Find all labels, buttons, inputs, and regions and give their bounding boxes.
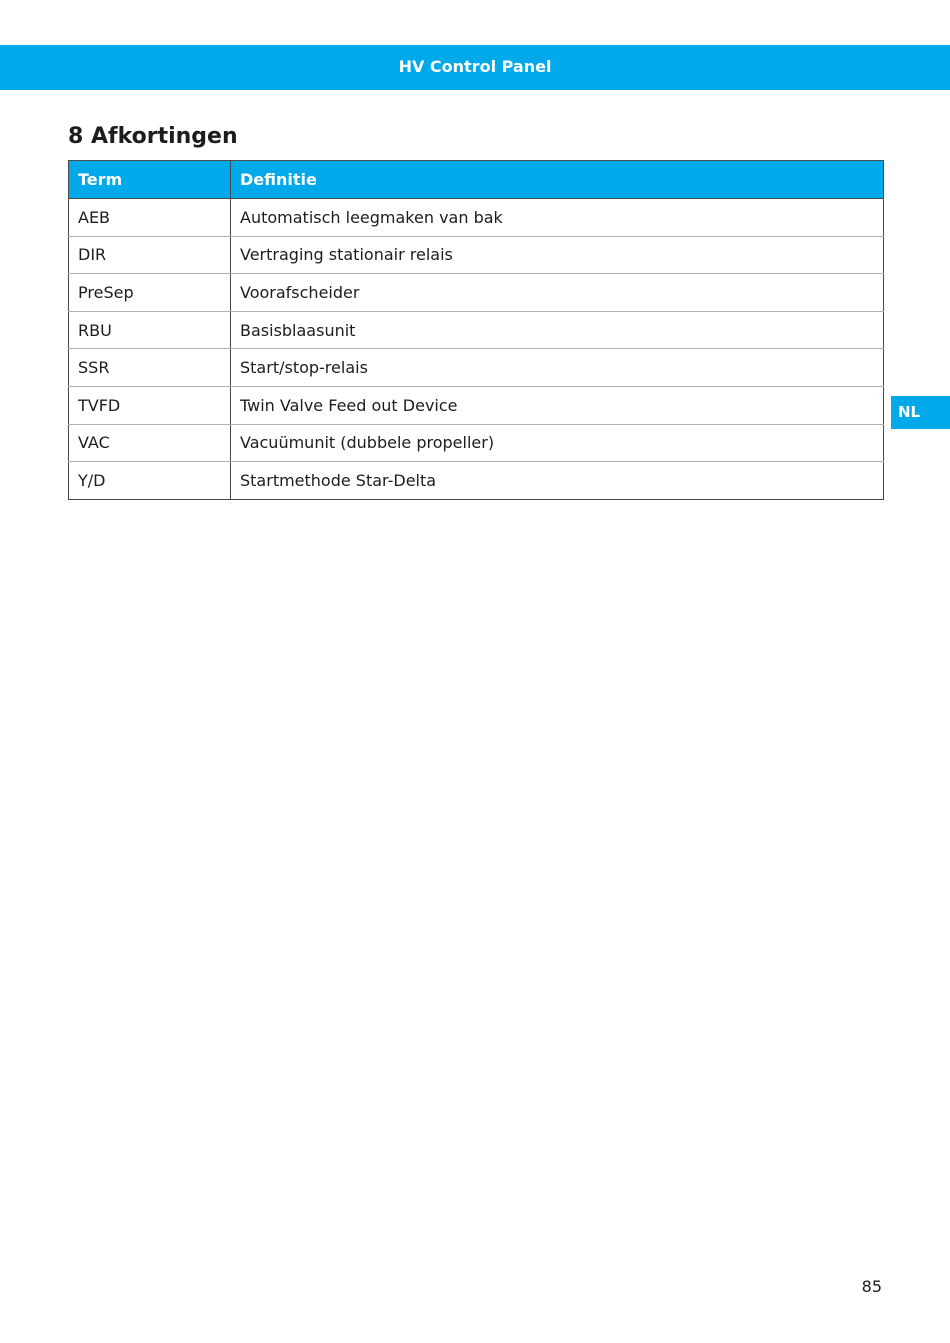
- definition-cell: Vacuümunit (dubbele propeller): [231, 424, 884, 462]
- table-row: [69, 462, 884, 500]
- table-row: [69, 386, 884, 424]
- abbreviations-table: [68, 160, 884, 500]
- document-title: HV Control Panel: [398, 57, 552, 76]
- term-cell: SSR: [69, 349, 231, 387]
- term-cell: TVFD: [69, 386, 231, 424]
- table-row: [69, 199, 884, 237]
- definition-cell: Start/stop-relais: [231, 349, 884, 387]
- section-title: 8 Afkortingen: [68, 124, 238, 149]
- definition-cell: Startmethode Star-Delta: [231, 462, 884, 500]
- definition-cell: Twin Valve Feed out Device: [231, 386, 884, 424]
- table-row: [69, 236, 884, 274]
- term-cell: DIR: [69, 236, 231, 274]
- language-tab: NL: [891, 396, 950, 429]
- column-header-term: Term: [69, 161, 231, 199]
- term-cell: VAC: [69, 424, 231, 462]
- page-number: 85: [861, 1277, 882, 1296]
- table-row: [69, 349, 884, 387]
- term-cell: AEB: [69, 199, 231, 237]
- term-cell: Y/D: [69, 462, 231, 500]
- column-header-definition: Definitie: [231, 161, 884, 199]
- definition-cell: Vertraging stationair relais: [231, 236, 884, 274]
- definition-cell: Automatisch leegmaken van bak: [231, 199, 884, 237]
- table-row: [69, 424, 884, 462]
- term-cell: PreSep: [69, 274, 231, 312]
- table-header-row: [69, 161, 884, 199]
- term-cell: RBU: [69, 311, 231, 349]
- table-row: [69, 311, 884, 349]
- header-band: [0, 45, 950, 90]
- definition-cell: Voorafscheider: [231, 274, 884, 312]
- table-row: [69, 274, 884, 312]
- definition-cell: Basisblaasunit: [231, 311, 884, 349]
